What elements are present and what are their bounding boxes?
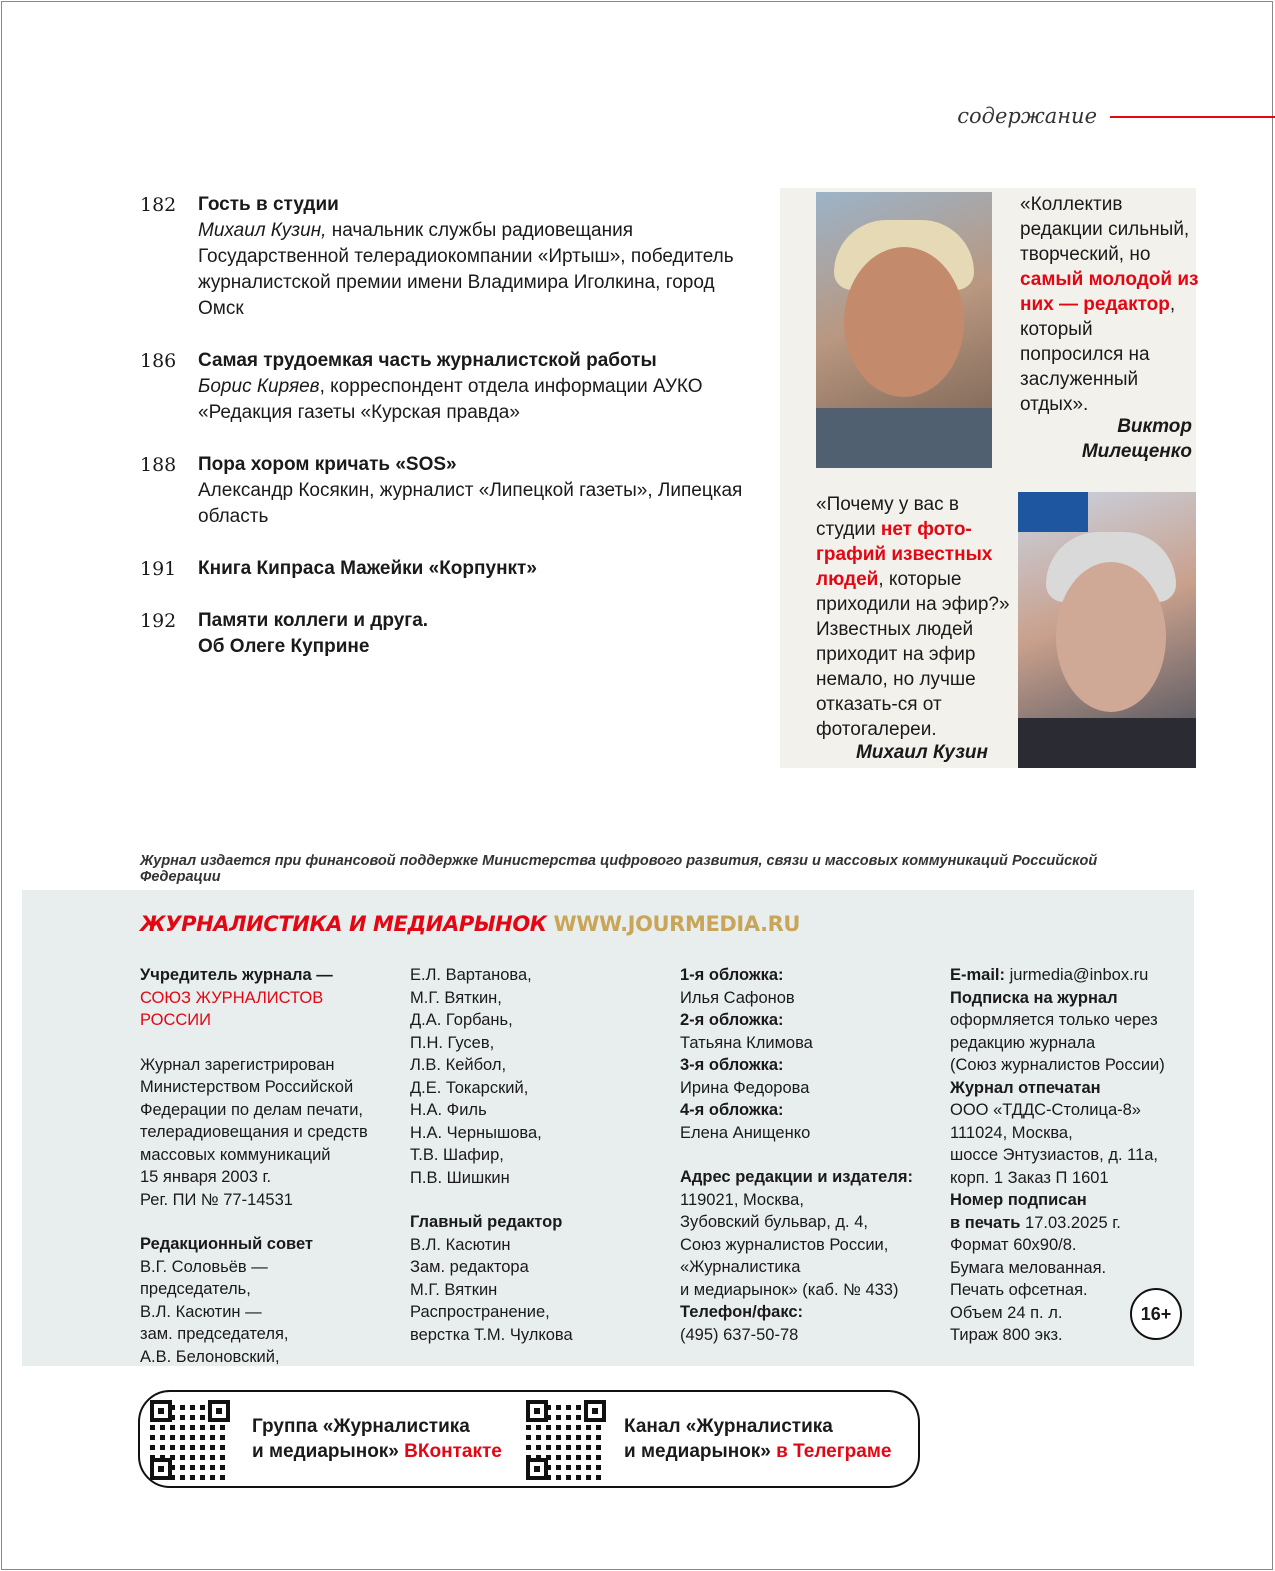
label: Телефон/факс: — [680, 1303, 804, 1321]
sign-date: 17.03.2025 г. — [1020, 1213, 1121, 1232]
text-line: Тираж 800 экз. — [950, 1326, 1063, 1344]
website-link[interactable]: WWW.JOURMEDIA.RU — [553, 912, 801, 936]
funding-note: Журнал издается при финансовой поддержке Министерства цифрового развития, связи и массовых коммуникаций Российской Федерации — [140, 853, 1098, 885]
age-rating-badge: 16+ — [1130, 1288, 1182, 1340]
quote-fragment: «Почему у вас в студии — [816, 494, 959, 540]
telegram-channel-link[interactable] — [624, 1414, 891, 1464]
text-line: председатель, — [140, 1280, 251, 1298]
text-line: Распространение, — [410, 1303, 550, 1321]
label: Подписка на журнал — [950, 988, 1118, 1007]
qr-finder — [584, 1400, 606, 1422]
label: Адрес редакции и издателя: — [680, 1168, 913, 1186]
vk-group-link[interactable] — [252, 1414, 502, 1464]
toc-title: Пора хором кричать «SOS» — [198, 454, 457, 475]
text-line: Елена Анищенко — [680, 1123, 811, 1142]
text-line: Зам. редактора — [410, 1258, 529, 1276]
quote-highlight: нет фото-графий известных людей — [816, 519, 993, 590]
text-line: М.Г. Вяткин — [410, 1280, 498, 1299]
label: 4-я обложка: — [680, 1101, 784, 1119]
quote-text — [816, 492, 1012, 742]
text-line: и медиарынок» (каб. № 433) — [680, 1280, 899, 1299]
text-line: Ирина Федорова — [680, 1078, 810, 1097]
text-line: Журнал зарегистрирован — [140, 1055, 335, 1074]
toc-page-number: 182 — [140, 194, 177, 216]
quote-text — [1020, 192, 1200, 417]
text-line: верстка Т.М. Чулкова — [410, 1325, 573, 1344]
photo-detail — [1056, 562, 1166, 712]
journal-brand: ЖУРНАЛИСТИКА И МЕДИАРЫНОК — [140, 912, 547, 936]
qr-finder — [150, 1400, 172, 1422]
quote-fragment: «Коллектив редакции сильный, творческий, но — [1020, 194, 1190, 265]
text-line: Т.В. Шафир, — [410, 1146, 504, 1164]
section-rule — [1110, 116, 1275, 118]
label: 3-я обложка: — [680, 1056, 784, 1074]
label: 2-я обложка: — [680, 1011, 784, 1029]
text-line: Н.А. Филь — [410, 1101, 487, 1119]
quote-signature: Виктор Милещенко — [1081, 416, 1192, 462]
text-line: В.Л. Касютин — — [140, 1302, 262, 1321]
email-link[interactable]: jurmedia@inbox.ru — [1005, 966, 1149, 984]
toc-entry[interactable] — [140, 452, 760, 530]
toc-description: , корреспондент отдела информации АУКО «Редакция газеты «Курская правда» — [198, 376, 703, 423]
text-line: Формат 60х90/8. — [950, 1236, 1077, 1254]
text-line: «Журналистика — [680, 1258, 801, 1276]
label: Журнал отпечатан — [950, 1078, 1101, 1097]
text-line: и медиарынок» — [252, 1441, 399, 1462]
text-line: Д.А. Горбань, — [410, 1011, 513, 1029]
text-line: Н.А. Чернышова, — [410, 1123, 542, 1142]
text-line: ООО «ТДДС-Столица-8» — [950, 1101, 1141, 1119]
text-line: П.Н. Гусев, — [410, 1033, 495, 1052]
text-line: Объем 24 п. л. — [950, 1303, 1063, 1322]
qr-finder — [208, 1400, 230, 1422]
vk-label: ВКонтакте — [398, 1441, 502, 1462]
section-heading: содержание — [957, 104, 1097, 128]
text-line: зам. председателя, — [140, 1325, 289, 1343]
quote-signature: Михаил Кузин — [855, 742, 988, 763]
toc-entry[interactable] — [140, 348, 760, 426]
text-line: В.Г. Соловьёв — — [140, 1257, 268, 1276]
text-line: Канал «Журналистика — [624, 1416, 833, 1437]
label: 1-я обложка: — [680, 966, 784, 984]
text-line: 15 января 2003 г. — [140, 1168, 272, 1186]
text-line: Илья Сафонов — [680, 988, 795, 1007]
text-line: шоссе Энтузиастов, д. 11а, — [950, 1146, 1159, 1164]
photo-detail — [844, 247, 964, 397]
text-line: 111024, Москва, — [950, 1123, 1073, 1142]
label: Редакционный совет — [140, 1235, 314, 1253]
toc-title: Памяти коллеги и друга. Об Олеге Куприне — [198, 610, 429, 657]
toc-page-number: 192 — [140, 610, 177, 632]
text-line: Татьяна Климова — [680, 1033, 813, 1052]
qr-code-icon[interactable] — [526, 1400, 606, 1480]
toc-title: Книга Кипраса Мажейки «Корпункт» — [198, 558, 537, 579]
text-line: А.В. Белоновский, — [140, 1347, 280, 1366]
qr-finder — [526, 1458, 548, 1480]
social-links-box — [138, 1390, 920, 1488]
text-line: Печать офсетная. — [950, 1281, 1088, 1299]
toc-description: начальник службы радиовещания Государственной телерадиокомпании «Иртыш», победитель журналистской премии имени Владимира Иголкина, город Омск — [198, 220, 734, 319]
text-line: П.В. Шишкин — [410, 1168, 510, 1187]
text-line: Министерством Российской — [140, 1078, 354, 1096]
photo-detail — [1018, 718, 1196, 768]
text-line: Рег. ПИ № 77-14531 — [140, 1190, 293, 1209]
text-line: корп. 1 Заказ П 1601 — [950, 1168, 1109, 1187]
imprint-column — [140, 964, 390, 1368]
text-line: оформляется только через — [950, 1011, 1158, 1029]
toc-entry[interactable] — [140, 192, 760, 322]
quote-fragment: , который попросился на заслуженный отдых». — [1020, 294, 1176, 415]
toc-author: Михаил Кузин, — [198, 220, 327, 241]
quotes-panel — [780, 188, 1199, 768]
quote-highlight: самый молодой из них — редактор — [1020, 269, 1199, 315]
text-line: Бумага мелованная. — [950, 1258, 1107, 1277]
telegram-label: в Телеграме — [770, 1441, 892, 1462]
portrait-photo — [1018, 492, 1196, 768]
quote-fragment: , которые приходили на эфир?» Известных людей приходит на эфир немало, но лучше отказать-ся от фотогалереи. — [816, 569, 1010, 740]
text-line: редакцию журнала — [950, 1033, 1096, 1052]
label: Главный редактор — [410, 1213, 563, 1231]
text-line: Л.В. Кейбол, — [410, 1056, 507, 1074]
phone-number[interactable]: (495) 637-50-78 — [680, 1325, 799, 1344]
text-line: и медиарынок» — [624, 1441, 771, 1462]
label: в печать — [950, 1213, 1021, 1232]
text-line: Д.Е. Токарский, — [410, 1078, 529, 1097]
table-of-contents — [140, 192, 760, 686]
toc-page-number: 191 — [140, 558, 177, 580]
text-line: Группа «Журналистика — [252, 1416, 470, 1437]
imprint-column — [410, 964, 660, 1346]
toc-description: Александр Косякин, журналист «Липецкой газеты», Липецкая область — [198, 480, 743, 527]
text-line: 119021, Москва, — [680, 1190, 804, 1209]
text-line: Федерации по делам печати, — [140, 1100, 363, 1119]
label: Номер подписан — [950, 1191, 1087, 1209]
toc-entry[interactable] — [140, 556, 760, 582]
toc-entry[interactable] — [140, 608, 760, 660]
text-line: телерадиовещания и средств — [140, 1123, 368, 1141]
founder-name: СОЮЗ ЖУРНАЛИСТОВ РОССИИ — [140, 988, 324, 1029]
toc-page-number: 188 — [140, 454, 177, 476]
text-line: В.Л. Касютин — [410, 1235, 511, 1254]
toc-author: Борис Киряев — [198, 376, 320, 397]
portrait-photo — [816, 192, 992, 468]
qr-finder — [526, 1400, 548, 1422]
text-line: Союз журналистов России, — [680, 1235, 889, 1254]
text-line: Зубовский бульвар, д. 4, — [680, 1213, 868, 1231]
qr-code-icon[interactable] — [150, 1400, 230, 1480]
photo-detail — [816, 408, 992, 468]
masthead — [140, 912, 800, 936]
text-line: массовых коммуникаций — [140, 1145, 331, 1164]
imprint-column — [680, 964, 940, 1346]
toc-page-number: 186 — [140, 350, 177, 372]
text-line: М.Г. Вяткин, — [410, 988, 502, 1007]
label: Учредитель журнала — — [140, 966, 333, 984]
toc-title: Самая трудоемкая часть журналистской работы — [198, 350, 657, 371]
qr-finder — [150, 1458, 172, 1480]
text-line: Е.Л. Вартанова, — [410, 966, 532, 984]
imprint-block — [22, 890, 1194, 1366]
photo-detail — [1018, 492, 1088, 532]
toc-title: Гость в студии — [198, 194, 339, 215]
text-line: (Союз журналистов России) — [950, 1056, 1165, 1074]
label: E-mail: — [950, 966, 1006, 984]
